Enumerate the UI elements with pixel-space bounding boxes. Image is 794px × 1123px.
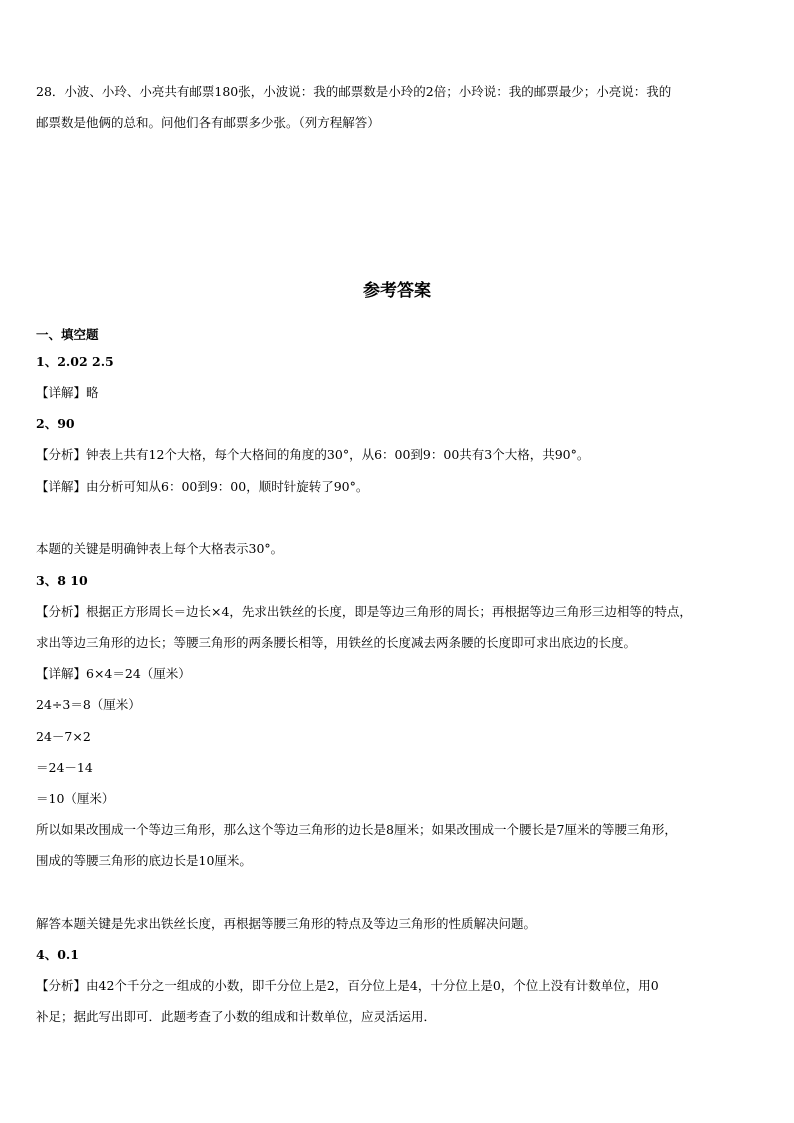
answer-4-analysis-line-2: 补足；据此写出即可．此题考查了小数的组成和计数单位，应灵活运用． <box>36 1009 437 1024</box>
answer-3-detail-line-3: 24－7×2 <box>36 729 91 744</box>
answer-3-detail-line-4: ＝24－14 <box>36 760 93 775</box>
answer-2-key: 本题的关键是明确钟表上每个大格表示30°。 <box>36 541 284 556</box>
answer-3: 3、8 10 <box>36 573 88 588</box>
answer-3-detail-line-2: 24÷3＝8（厘米） <box>36 697 141 712</box>
answer-1: 1、2.02 2.5 <box>36 354 114 369</box>
answer-1-detail: 【详解】略 <box>36 385 99 400</box>
answers-title: 参考答案 <box>363 281 431 301</box>
question-28-line-2: 邮票数是他俩的总和。问他们各有邮票多少张。（列方程解答） <box>36 115 380 130</box>
answer-4: 4、0.1 <box>36 947 79 962</box>
answer-4-analysis-line-1: 【分析】由42个千分之一组成的小数，即千分位上是2，百分位上是4，十分位上是0，个位上没有计数单位，用0 <box>36 978 659 993</box>
answer-3-analysis-line-2: 求出等边三角形的边长；等腰三角形的两条腰长相等，用铁丝的长度减去两条腰的长度即可求出底边的长度。 <box>36 635 637 650</box>
answer-3-key: 解答本题关键是先求出铁丝长度，再根据等腰三角形的特点及等边三角形的性质解决问题。 <box>36 916 537 931</box>
answer-2-analysis: 【分析】钟表上共有12个大格，每个大格间的角度的30°，从6：00到9：00共有3个大格，共90°。 <box>36 447 590 462</box>
answer-3-detail-line-1: 【详解】6×4＝24（厘米） <box>36 666 191 681</box>
answer-3-detail-line-5: ＝10（厘米） <box>36 791 115 806</box>
answer-3-conclusion-line-1: 所以如果改围成一个等边三角形，那么这个等边三角形的边长是8厘米；如果改围成一个腰长是7厘米的等腰三角形， <box>36 822 677 837</box>
answer-3-conclusion-line-2: 围成的等腰三角形的底边长是10厘米。 <box>36 853 252 868</box>
answer-2-detail: 【详解】由分析可知从6：00到9：00，顺时针旋转了90°。 <box>36 479 369 494</box>
answer-3-analysis-line-1: 【分析】根据正方形周长＝边长×4，先求出铁丝的长度，即是等边三角形的周长；再根据等边三角形三边相等的特点， <box>36 604 692 619</box>
question-28-line-1: 28．小波、小玲、小亮共有邮票180张，小波说：我的邮票数是小玲的2倍；小玲说：我的邮票最少；小亮说：我的 <box>36 84 672 99</box>
section-fill-in-blank: 一、填空题 <box>36 327 99 342</box>
answer-2: 2、90 <box>36 416 75 431</box>
